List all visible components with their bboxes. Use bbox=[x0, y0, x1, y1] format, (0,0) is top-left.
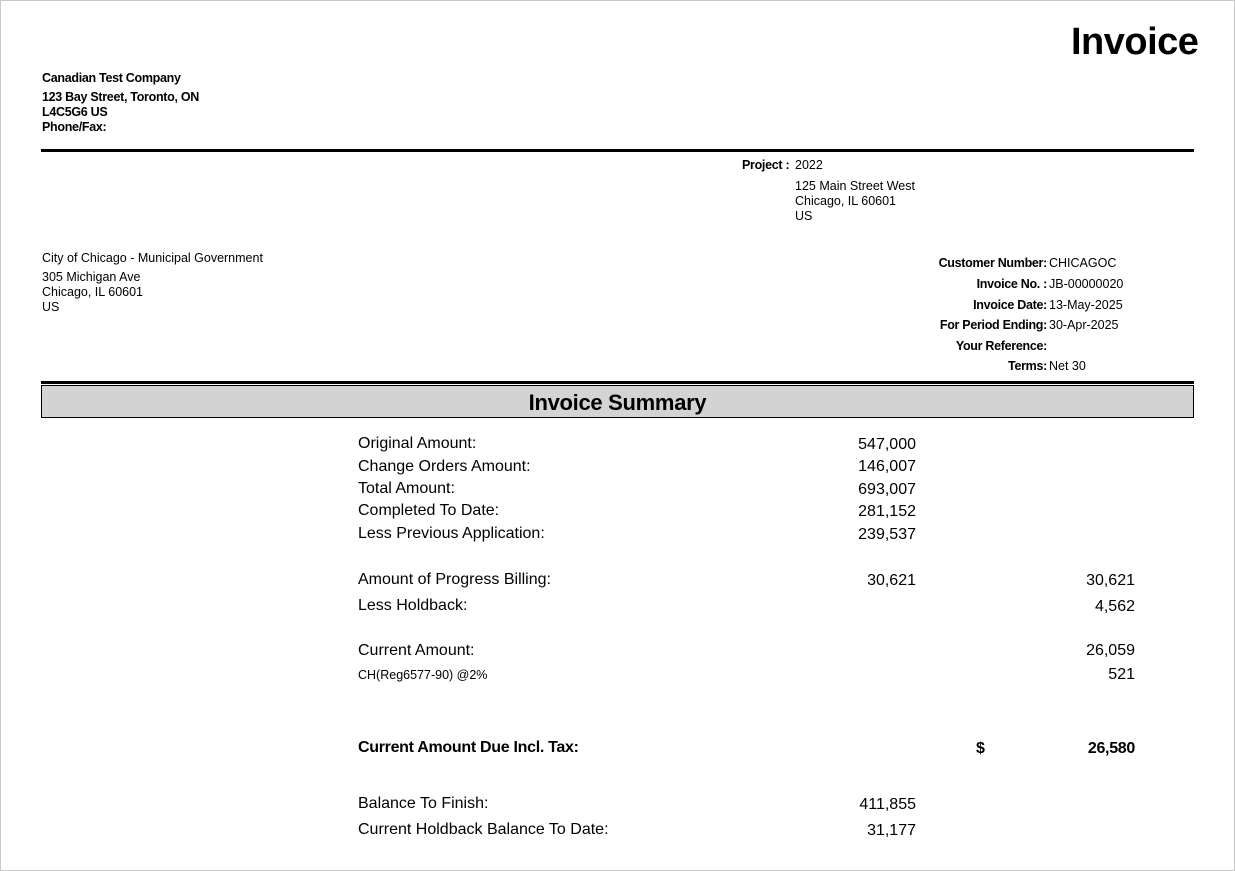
project-address-line: Chicago, IL 60601 bbox=[795, 194, 897, 208]
original-amount-value: 547,000 bbox=[858, 436, 916, 453]
summary-heading: Invoice Summary bbox=[41, 385, 1194, 418]
change-orders-label: Change Orders Amount: bbox=[358, 458, 531, 475]
meta-value: CHICAGOC bbox=[1049, 256, 1117, 270]
less-previous-label: Less Previous Application: bbox=[358, 525, 545, 542]
meta-value: 13-May-2025 bbox=[1049, 298, 1123, 312]
project-value: 2022 bbox=[795, 158, 823, 172]
meta-value: Net 30 bbox=[1049, 359, 1086, 373]
meta-row-invoice-date bbox=[861, 298, 1161, 314]
less-holdback-label: Less Holdback: bbox=[358, 597, 468, 614]
meta-label: Invoice No. : bbox=[976, 277, 1047, 291]
meta-label: For Period Ending: bbox=[939, 318, 1047, 332]
meta-row-your-reference bbox=[861, 339, 1161, 355]
meta-row-invoice-no bbox=[861, 277, 1161, 293]
amount-due-label: Current Amount Due Incl. Tax: bbox=[358, 739, 579, 756]
total-amount-label: Total Amount: bbox=[358, 480, 455, 497]
less-previous-value: 239,537 bbox=[858, 526, 916, 543]
company-phone-fax: Phone/Fax: bbox=[42, 120, 107, 134]
header-divider bbox=[41, 149, 1194, 152]
balance-to-finish-label: Balance To Finish: bbox=[358, 795, 489, 812]
meta-value: 30-Apr-2025 bbox=[1049, 318, 1119, 332]
project-address-line: 125 Main Street West bbox=[795, 179, 915, 193]
bill-to-name: City of Chicago - Municipal Government bbox=[42, 251, 263, 265]
meta-label: Invoice Date: bbox=[973, 298, 1047, 312]
progress-billing-label: Amount of Progress Billing: bbox=[358, 571, 551, 588]
meta-row-customer-number bbox=[861, 256, 1161, 272]
project-address-line: US bbox=[795, 209, 813, 223]
meta-row-period-ending bbox=[861, 318, 1161, 334]
company-block bbox=[42, 70, 199, 134]
meta-label: Terms: bbox=[1008, 359, 1047, 373]
meta-value: JB-00000020 bbox=[1049, 277, 1124, 291]
company-address-line2: L4C5G6 US bbox=[42, 105, 108, 119]
completed-to-date-value: 281,152 bbox=[858, 503, 916, 520]
bill-to-block bbox=[42, 251, 263, 315]
meta-row-terms bbox=[861, 359, 1161, 375]
amount-due-currency: $ bbox=[976, 740, 985, 757]
holdback-balance-value: 31,177 bbox=[867, 822, 916, 839]
document-title: Invoice bbox=[1071, 21, 1199, 63]
total-amount-value: 693,007 bbox=[858, 481, 916, 498]
amount-due-total: 26,580 bbox=[1087, 740, 1135, 757]
change-orders-value: 146,007 bbox=[858, 458, 916, 475]
completed-to-date-label: Completed To Date: bbox=[358, 502, 500, 519]
holdback-balance-label: Current Holdback Balance To Date: bbox=[358, 821, 609, 838]
less-holdback-total: 4,562 bbox=[1094, 598, 1135, 615]
meta-label: Your Reference: bbox=[955, 339, 1047, 353]
tax-label: CH(Reg6577-90) @2% bbox=[358, 668, 488, 682]
project-address bbox=[795, 179, 915, 224]
company-name: Canadian Test Company bbox=[42, 71, 181, 85]
project-label: Project : bbox=[742, 158, 790, 172]
summary-divider bbox=[41, 381, 1194, 384]
bill-to-address-line: 305 Michigan Ave bbox=[42, 270, 141, 284]
current-amount-label: Current Amount: bbox=[358, 642, 475, 659]
progress-billing-value: 30,621 bbox=[867, 572, 916, 589]
progress-billing-total: 30,621 bbox=[1086, 572, 1135, 589]
current-amount-total: 26,059 bbox=[1086, 642, 1135, 659]
meta-label: Customer Number: bbox=[938, 256, 1047, 270]
original-amount-label: Original Amount: bbox=[358, 435, 477, 452]
tax-total: 521 bbox=[1108, 666, 1135, 683]
bill-to-address-line: US bbox=[42, 300, 60, 314]
bill-to-address-line: Chicago, IL 60601 bbox=[42, 285, 144, 299]
company-address-line1: 123 Bay Street, Toronto, ON bbox=[42, 90, 199, 104]
balance-to-finish-value: 411,855 bbox=[859, 796, 916, 813]
